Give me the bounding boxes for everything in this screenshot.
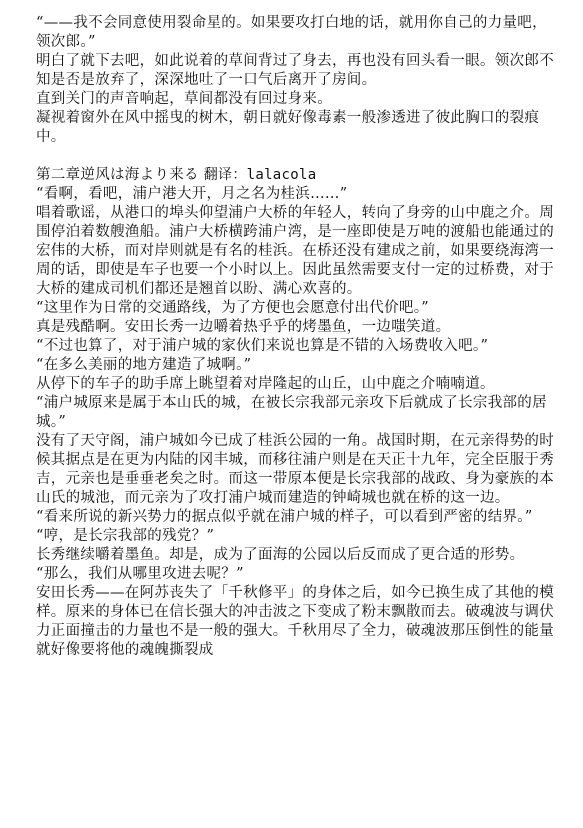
chapter-heading <box>36 166 556 185</box>
paragraph: 没有了天守阁，浦户城如今已成了桂浜公园的一角。战国时期，在元亲得势的时候其据点是在更为内陆的冈丰城，而移往浦户则是在天正十九年，完全臣服于秀吉，元亲也是垂垂老矣之时。而这一带原本便是长宗我部的战政、身为豪族的本山氏的城池，而元亲为了攻打浦户城而建造的钟崎城也就在桥的这一边。 <box>36 433 554 506</box>
paragraph: 明白了就下去吧，如此说着的草间背过了身去，再也没有回头看一眼。领次郎不知是否是放弃了，深深地吐了一口气后离开了房间。 <box>36 53 554 88</box>
paragraph: “看来所说的新兴势力的据点似乎就在浦户城的样子，可以看到严密的结界。” <box>36 509 533 525</box>
paragraph: 唱着歌谣，从港口的埠头仰望浦户大桥的年轻人，转向了身旁的山中鹿之介。周围停泊着数艘渔船。浦户大桥横跨浦户湾，是一座即使是万吨的渡船也能通过的宏伟的大桥，而对岸则就是有名的桂浜。在桥还没有建成之前，如果要绕海湾一周的话，即使是车子也要一个小时以上。因此虽然需要支付一定的过桥费，对于大桥的建成司机们都还是翘首以盼、满心欢喜的。 <box>36 205 554 297</box>
paragraph: 长秀继续嚼着墨鱼。却是，成为了面海的公园以后反而成了更合适的形势。 <box>36 547 525 563</box>
chapter-title: 第二章逆风は海より来る <box>36 167 204 183</box>
document-page <box>36 14 556 660</box>
paragraph: “在多么美丽的地方建造了城啊。” <box>36 357 252 373</box>
paragraph: “这里作为日常的交通路线，为了方便也会愿意付出代价吧。” <box>36 300 429 316</box>
paragraph: “——我不会同意使用裂命星的。如果要攻打白地的话，就用你自己的力量吧，领次郎。” <box>36 15 547 50</box>
paragraph: 真是残酷啊。安田长秀一边嚼着热乎乎的烤墨鱼，一边嗤笑道。 <box>36 319 451 335</box>
paragraph: “哼，是长宗我部的残党？” <box>36 528 215 544</box>
paragraph: “看啊，看吧，浦户港大开，月之名为桂浜……” <box>36 186 348 202</box>
paragraph: 安田长秀——在阿苏丧失了「千秋修平」的身体之后，如今已换生成了其他的模样。原来的身体已在信长强大的冲击波之下变成了粉末飘散而去。破魂波与调伏力正面撞击的力量也不是一般的强大。千秋用尽了全力，破魂波那压倒性的能量就好像要将他的魂魄撕裂成 <box>36 585 554 658</box>
paragraph: “那么，我们从哪里攻进去呢？” <box>36 566 244 582</box>
paragraph: “浦户城原来是属于本山氏的城，在被长宗我部元亲攻下后就成了长宗我部的居城。” <box>36 395 547 430</box>
translator-credit: 翻译：lalacola <box>203 167 317 183</box>
blank-line <box>36 147 556 166</box>
paragraph: 凝视着窗外在风中摇曳的树木，朝日就好像毒素一般渗透进了彼此胸口的裂痕中。 <box>36 110 540 145</box>
paragraph: “不过也算了，对于浦户城的家伙们来说也算是不错的入场费收入吧。” <box>36 338 489 354</box>
paragraph: 直到关门的声音响起，草间都没有回过身来。 <box>36 91 332 107</box>
paragraph: 从停下的车子的助手席上眺望着对岸隆起的山丘，山中鹿之介喃喃道。 <box>36 376 495 392</box>
